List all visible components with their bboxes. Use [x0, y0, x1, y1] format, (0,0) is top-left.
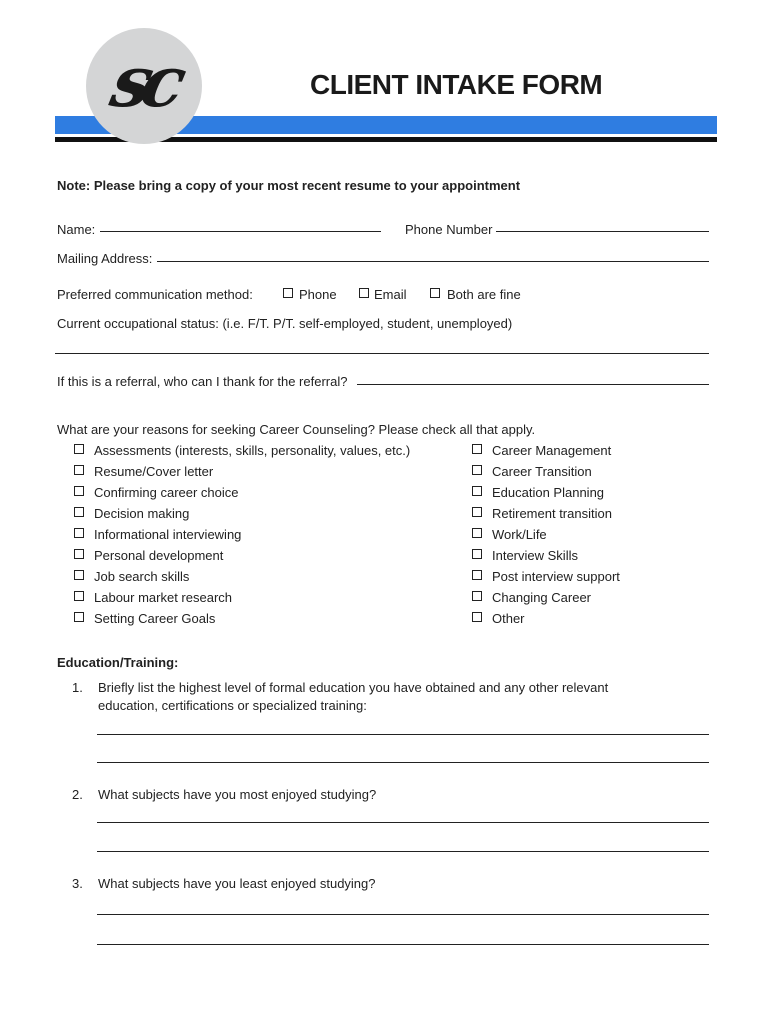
both-checkbox[interactable] — [430, 288, 440, 298]
reason-right-option-label-9: Other — [492, 611, 525, 626]
reason-left-option-label-4: Decision making — [94, 506, 190, 521]
reason-right-checkbox-3[interactable] — [472, 486, 482, 496]
question-1-answer-line-1[interactable] — [97, 734, 709, 735]
reason-left-option-label-6: Personal development — [94, 548, 224, 563]
reason-left-option-label-5: Informational interviewing — [94, 527, 242, 542]
reason-left-checkbox-7[interactable] — [74, 570, 84, 580]
referral-field[interactable] — [357, 384, 709, 385]
name-label: Name: — [57, 222, 96, 237]
logo-text: sc — [104, 40, 184, 123]
address-field[interactable] — [157, 261, 709, 262]
question-1-answer-line-2[interactable] — [97, 762, 709, 763]
address-label: Mailing Address: — [57, 251, 153, 266]
phone-field[interactable] — [496, 231, 709, 232]
question-3-number: 3. — [72, 876, 83, 891]
reason-right-checkbox-4[interactable] — [472, 507, 482, 517]
referral-label: If this is a referral, who can I thank for the referral? — [57, 374, 348, 389]
reason-right-option-label-1: Career Management — [492, 443, 612, 458]
reason-right-option-label-3: Education Planning — [492, 485, 605, 500]
both-option-label: Both are fine — [447, 287, 521, 302]
question-3-answer-line-2[interactable] — [97, 944, 709, 945]
reason-left-checkbox-2[interactable] — [74, 465, 84, 475]
question-1-text-cont: education, certifications or specialized training: — [98, 698, 367, 713]
question-3-answer-line-1[interactable] — [97, 914, 709, 915]
question-2-answer-line-1[interactable] — [97, 822, 709, 823]
reason-right-checkbox-6[interactable] — [472, 549, 482, 559]
reason-right-checkbox-1[interactable] — [472, 444, 482, 454]
reason-right-checkbox-5[interactable] — [472, 528, 482, 538]
reason-right-checkbox-7[interactable] — [472, 570, 482, 580]
appointment-note: Note: Please bring a copy of your most recent resume to your appointment — [57, 178, 521, 193]
phone-checkbox[interactable] — [283, 288, 293, 298]
communication-label: Preferred communication method: — [57, 287, 253, 302]
question-1-text: Briefly list the highest level of formal education you have obtained and any other relevant — [98, 680, 609, 695]
question-2-text: What subjects have you most enjoyed studying? — [98, 787, 377, 802]
reason-right-option-label-2: Career Transition — [492, 464, 592, 479]
reason-left-option-label-9: Setting Career Goals — [94, 611, 216, 626]
email-checkbox[interactable] — [359, 288, 369, 298]
reason-left-option-label-3: Confirming career choice — [94, 485, 239, 500]
reason-left-checkbox-5[interactable] — [74, 528, 84, 538]
question-1-number: 1. — [72, 680, 83, 695]
reason-right-option-label-4: Retirement transition — [492, 506, 612, 521]
reason-left-checkbox-6[interactable] — [74, 549, 84, 559]
reason-left-option-label-1: Assessments (interests, skills, personality, values, etc.) — [94, 443, 411, 458]
occupation-label: Current occupational status: (i.e. F/T. P/T. self-employed, student, unemployed) — [57, 316, 513, 331]
reason-left-checkbox-8[interactable] — [74, 591, 84, 601]
page-title: CLIENT INTAKE FORM — [310, 69, 603, 100]
name-field[interactable] — [100, 231, 381, 232]
phone-label: Phone Number — [405, 222, 493, 237]
reason-left-checkbox-3[interactable] — [74, 486, 84, 496]
question-3-text: What subjects have you least enjoyed studying? — [98, 876, 376, 891]
reasons-question: What are your reasons for seeking Career Counseling? Please check all that apply. — [57, 422, 536, 437]
reason-left-option-label-2: Resume/Cover letter — [94, 464, 214, 479]
reason-right-checkbox-9[interactable] — [472, 612, 482, 622]
question-2-number: 2. — [72, 787, 83, 802]
reason-right-option-label-7: Post interview support — [492, 569, 620, 584]
reason-right-checkbox-2[interactable] — [472, 465, 482, 475]
email-option-label: Email — [374, 287, 407, 302]
education-heading: Education/Training: — [57, 655, 179, 670]
reason-right-checkbox-8[interactable] — [472, 591, 482, 601]
reason-left-checkbox-4[interactable] — [74, 507, 84, 517]
reason-right-option-label-5: Work/Life — [492, 527, 547, 542]
question-2-answer-line-2[interactable] — [97, 851, 709, 852]
logo — [86, 28, 202, 144]
reason-left-checkbox-9[interactable] — [74, 612, 84, 622]
reason-left-option-label-8: Labour market research — [94, 590, 233, 605]
phone-option-label: Phone — [299, 287, 337, 302]
reason-left-option-label-7: Job search skills — [94, 569, 190, 584]
reason-left-checkbox-1[interactable] — [74, 444, 84, 454]
occupation-field[interactable] — [55, 353, 709, 354]
reason-right-option-label-6: Interview Skills — [492, 548, 578, 563]
reason-right-option-label-8: Changing Career — [492, 590, 592, 605]
